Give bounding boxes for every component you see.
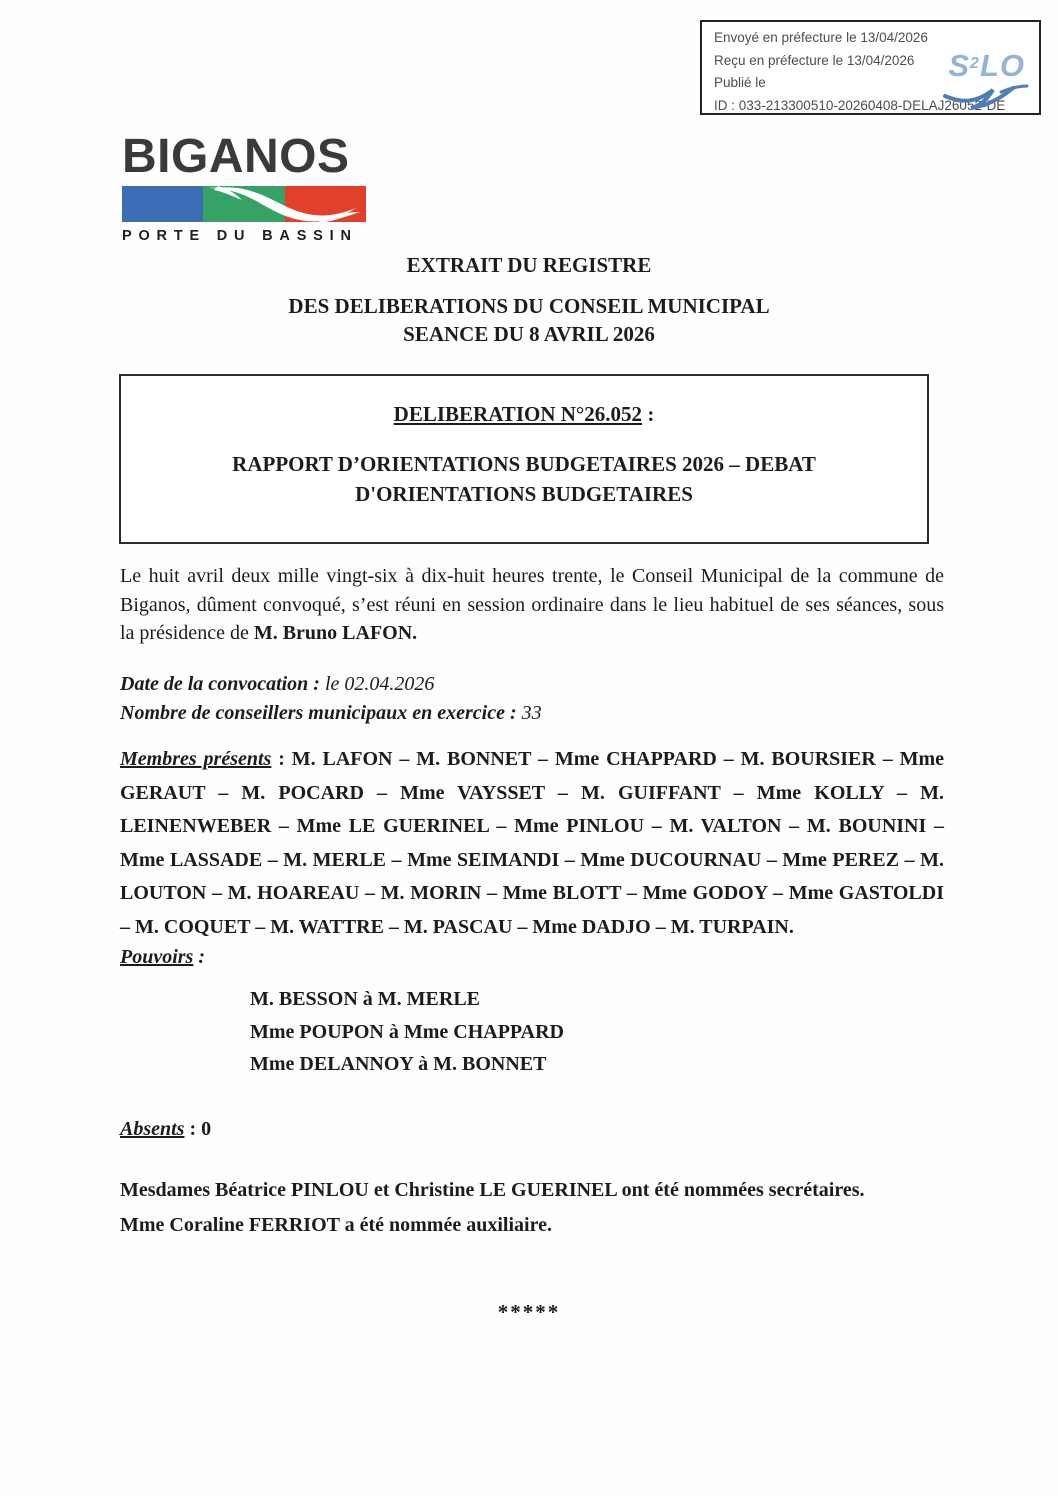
power-item: Mme DELANNOY à M. BONNET bbox=[250, 1053, 547, 1075]
logo-wordmark: BIGANOS bbox=[122, 130, 350, 183]
convocation-date-label: Date de la convocation : bbox=[120, 673, 320, 695]
councillors-count-label: Nombre de conseillers municipaux en exercice : bbox=[120, 702, 517, 724]
power-item: Mme POUPON à Mme CHAPPARD bbox=[250, 1020, 564, 1043]
members-separator: : bbox=[271, 748, 292, 770]
absents-count: 0 bbox=[201, 1118, 212, 1140]
deliberation-subject: RAPPORT D’ORIENTATIONS BUDGETAIRES 2026 – DEBAT D'ORIENTATIONS BUDGETAIRES bbox=[232, 452, 816, 506]
separator-asterisks: ***** bbox=[497, 1300, 561, 1324]
convocation-info bbox=[120, 670, 542, 728]
deliberation-number-colon: : bbox=[642, 402, 655, 426]
header-extrait: EXTRAIT DU REGISTRE bbox=[406, 253, 652, 277]
powers-label: Pouvoirs bbox=[120, 946, 194, 968]
bird-swoosh-icon bbox=[122, 186, 366, 222]
s2lo-sup-2: 2 bbox=[970, 55, 980, 72]
header-deliberations: DES DELIBERATIONS DU CONSEIL MUNICIPAL bbox=[288, 294, 770, 318]
convocation-date-value: le 02.04.2026 bbox=[319, 673, 435, 695]
s2lo-letters-lo: LO bbox=[979, 48, 1025, 83]
s2lo-logo bbox=[948, 50, 1025, 81]
header-seance: SEANCE DU 8 AVRIL 2026 bbox=[403, 322, 655, 346]
session-intro-paragraph bbox=[120, 562, 944, 648]
logo-color-band bbox=[122, 186, 366, 222]
deliberation-number bbox=[121, 402, 927, 427]
mayor-name: M. Bruno LAFON. bbox=[253, 622, 418, 644]
deliberation-box bbox=[119, 374, 929, 544]
biganos-logo bbox=[122, 130, 382, 244]
powers-section bbox=[120, 946, 564, 1081]
s2lo-swoosh-icon bbox=[943, 80, 1029, 110]
stamp-id-line: ID : 033-213300510-20260408-DELAJ26052-DE bbox=[714, 97, 1006, 113]
councillors-count-line bbox=[120, 699, 542, 728]
members-present-label: Membres présents bbox=[120, 748, 272, 770]
powers-heading bbox=[120, 946, 564, 969]
stamp-sent-line: Envoyé en préfecture le 13/04/2026 bbox=[714, 30, 928, 45]
powers-colon: : bbox=[193, 946, 206, 968]
councillors-count-value: 33 bbox=[516, 702, 542, 724]
stamp-published-line: Publié le bbox=[714, 75, 766, 90]
members-present-list: M. LAFON – M. BONNET – Mme CHAPPARD – M. BOURSIER – Mme GERAUT – M. POCARD – Mme VAYSSET – M. GUIFFANT – Mme KOLLY – M. LEINENWEBER – Mme LE GUERINEL – Mme PINLOU – M. VALTON – M. BOUNINI – Mme LASSADE – M. MERLE – Mme SEIMANDI – Mme DUCOURNAU – Mme PEREZ – M. LOUTON – M. HOAREAU – M. MORIN – Mme BLOTT – Mme GODOY – Mme GASTOLDI – M. COQUET – M. WATTRE – M. PASCAU – Mme DADJO – M. TURPAIN. bbox=[120, 748, 944, 938]
convocation-date-line bbox=[120, 670, 542, 699]
secretaries-line2: Mme Coraline FERRIOT a été nommée auxiliaire. bbox=[120, 1214, 552, 1236]
prefecture-stamp bbox=[700, 20, 1041, 115]
power-item: M. BESSON à M. MERLE bbox=[250, 988, 481, 1010]
stamp-received-line: Reçu en préfecture le 13/04/2026 bbox=[714, 52, 915, 68]
intro-text: Le huit avril deux mille vingt-six à dix-huit heures trente, le Conseil Municipal de la commune de Biganos, dûment convoqué, s’est réuni en session ordinaire dans le lieu habituel de ses séances, sous la présidence de bbox=[120, 565, 944, 644]
absents-label: Absents bbox=[120, 1118, 185, 1140]
powers-list bbox=[250, 983, 564, 1081]
logo-tagline: PORTE DU BASSIN bbox=[122, 228, 358, 244]
absents-line bbox=[120, 1118, 211, 1141]
secretaries-paragraph bbox=[120, 1173, 950, 1243]
members-present-paragraph bbox=[120, 743, 944, 944]
document-header bbox=[0, 253, 1058, 348]
absents-colon: : bbox=[184, 1118, 202, 1140]
s2lo-letter-s: S bbox=[948, 48, 971, 83]
deliberation-number-text: DELIBERATION N°26.052 bbox=[393, 402, 643, 426]
secretaries-line1: Mesdames Béatrice PINLOU et Christine LE GUERINEL ont été nommées secrétaires. bbox=[120, 1179, 865, 1201]
